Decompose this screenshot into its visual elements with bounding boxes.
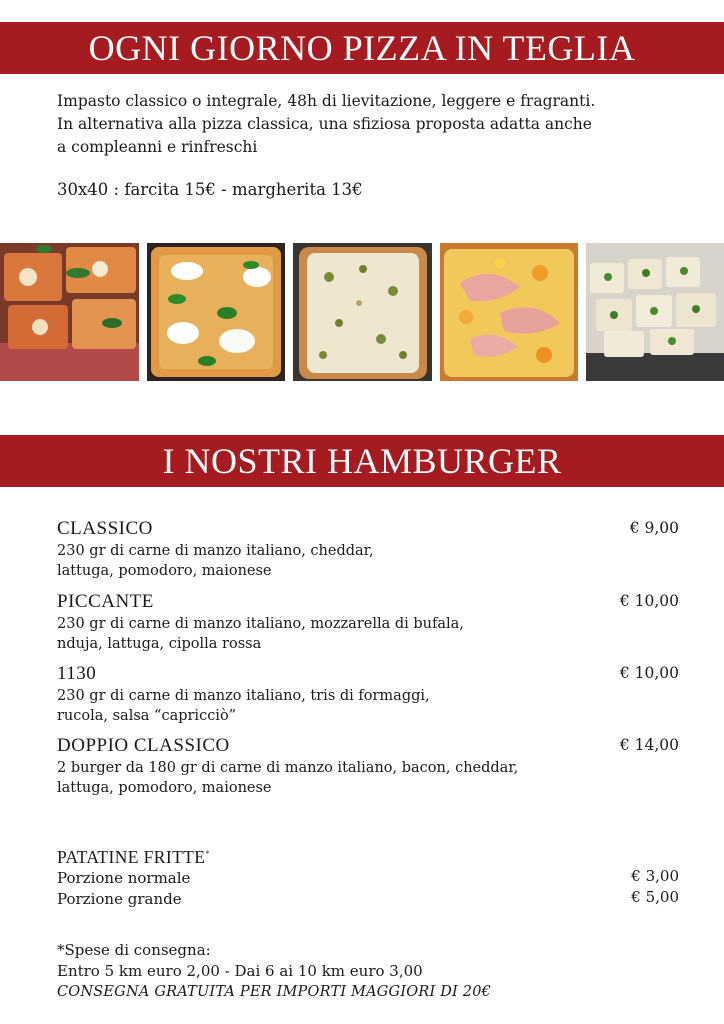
menu-item (57, 517, 679, 581)
fries-row-label: Porzione normale (57, 869, 191, 887)
menu-item-name: PICCANTE (57, 591, 154, 612)
pizza-price-line: 30x40 : farcita 15€ - margherita 13€ (57, 180, 363, 199)
menu-item-desc: 230 gr di carne di manzo italiano, tris di formaggi, (57, 688, 430, 704)
menu-item-desc: lattuga, pomodoro, maionese (57, 563, 272, 579)
menu-item-price: € 9,00 (629, 519, 679, 537)
fries-title-text: PATATINE FRITTE (57, 847, 206, 867)
pizza-intro-line: Impasto classico o integrale, 48h di lievitazione, leggere e fragranti. (57, 92, 596, 110)
menu-item-name: 1130 (57, 663, 97, 684)
menu-item-desc: lattuga, pomodoro, maionese (57, 780, 272, 796)
pizza-photo-prosciutto-peppers (440, 243, 578, 381)
fries-row-price: € 3,00 (631, 867, 679, 885)
delivery-info (57, 940, 491, 1003)
pizza-photo-gallery (0, 243, 724, 381)
menu-item-price: € 10,00 (619, 592, 679, 610)
menu-item-desc: 230 gr di carne di manzo italiano, mozzarella di bufala, (57, 616, 464, 632)
fries-row (57, 889, 679, 910)
pizza-section-title: OGNI GIORNO PIZZA IN TEGLIA (0, 22, 724, 74)
fries-row (57, 868, 679, 889)
fries-section (57, 847, 679, 910)
menu-item-desc: 230 gr di carne di manzo italiano, cheddar, (57, 543, 374, 559)
delivery-heading: *Spese di consegna: (57, 941, 211, 959)
fries-footnote-mark: * (205, 849, 210, 859)
pizza-photo-appetizer-squares (586, 243, 724, 381)
pizza-photo-burrata-basil (147, 243, 285, 381)
menu-item-price: € 10,00 (619, 664, 679, 682)
burger-section-title: I NOSTRI HAMBURGER (0, 435, 724, 487)
delivery-free-note: CONSEGNA GRATUITA PER IMPORTI MAGGIORI DI 20€ (57, 984, 492, 1000)
menu-item (57, 734, 679, 798)
menu-item-desc: 2 burger da 180 gr di carne di manzo italiano, bacon, cheddar, (57, 760, 519, 776)
menu-item-name: CLASSICO (57, 518, 153, 539)
menu-item-price: € 14,00 (619, 736, 679, 754)
fries-row-price: € 5,00 (631, 888, 679, 906)
fries-title (57, 847, 679, 868)
delivery-rates: Entro 5 km euro 2,00 - Dai 6 ai 10 km euro 3,00 (57, 962, 423, 980)
pizza-intro-line: In alternativa alla pizza classica, una sfiziosa proposta adatta anche (57, 115, 592, 133)
menu-item (57, 662, 679, 726)
pizza-intro (57, 90, 687, 159)
pizza-photo-margherita-squares (0, 243, 139, 381)
menu-item-desc: nduja, lattuga, cipolla rossa (57, 636, 262, 652)
menu-item (57, 590, 679, 654)
menu-item-desc: rucola, salsa “capricciò” (57, 708, 237, 724)
pizza-intro-line: a compleanni e rinfreschi (57, 138, 258, 156)
fries-row-label: Porzione grande (57, 890, 182, 908)
pizza-photo-white-pesto (293, 243, 432, 381)
menu-item-name: DOPPIO CLASSICO (57, 735, 230, 756)
